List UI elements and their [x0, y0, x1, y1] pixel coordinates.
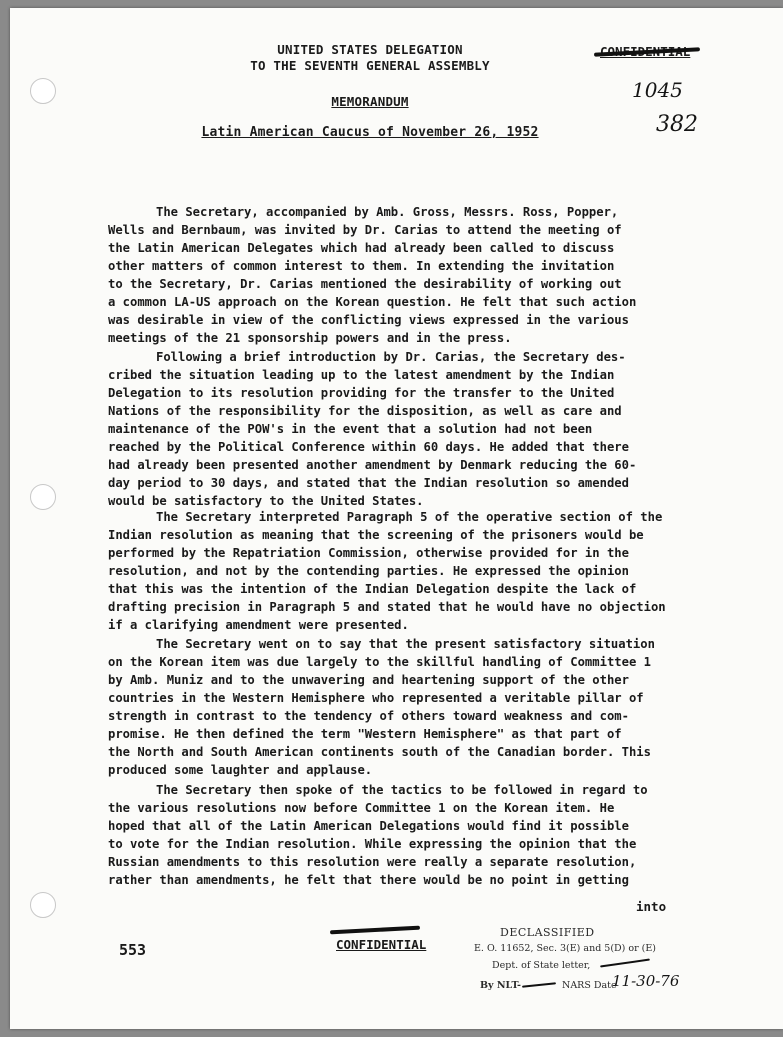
stamp-line3-prefix: By NLT-: [480, 980, 521, 991]
handwritten-number-second: 382: [656, 112, 698, 137]
delegation-header-line1: UNITED STATES DELEGATION: [277, 42, 463, 57]
stamp-line2: Dept. of State letter,: [492, 960, 591, 971]
handwritten-number-top: 1045: [632, 78, 683, 102]
stamp-line1: E. O. 11652, Sec. 3(E) and 5(D) or (E): [474, 943, 657, 954]
stamp-initials-scribble: [522, 982, 556, 988]
memo-label: MEMORANDUM: [331, 94, 409, 109]
stamp-title: DECLASSIFIED: [500, 926, 595, 939]
paragraph-5: The Secretary then spoke of the tactics to be followed in regard to the various resolutions now before Committee 1 on the Korean item. He hoped that all of the Latin American Delegations would find it possible to vote for the Indian resolution. While expressing the opinion that the Russian amendments to this resolution were really a separate resolution, rather than amendments, he felt that there would be no point in getting: [108, 783, 648, 887]
punch-hole: [30, 892, 56, 918]
page-number: 553: [119, 941, 147, 959]
document-page: [10, 8, 783, 1029]
memo-subject: Latin American Caucus of November 26, 1952: [201, 125, 539, 140]
stamp-date: 11-30-76: [612, 972, 680, 990]
delegation-header-line2: TO THE SEVENTH GENERAL ASSEMBLY: [250, 58, 490, 73]
classification-bottom: CONFIDENTIAL: [336, 937, 427, 952]
punch-hole: [30, 484, 56, 510]
paragraph-3: The Secretary interpreted Paragraph 5 of the operative section of the Indian resolution as meaning that the screening of the prisoners would be performed by the Repatriation Commission, otherwise provided for in the resolution, and not by the contending parties. He expressed the opinion that this was the intention of the Indian Delegation despite the lack of drafting precision in Paragraph 5 and stated that he would have no objection if a clarifying amendment were presented.: [108, 510, 666, 632]
redaction-strike-bottom: [330, 926, 420, 935]
punch-hole: [30, 78, 56, 104]
paragraph-1: The Secretary, accompanied by Amb. Gross, Messrs. Ross, Popper, Wells and Bernbaum, was invited by Dr. Carias to attend the meeting of the Latin American Delegates which had already been called to discuss other matters of common interest to them. In extending the invitation to the Secretary, Dr. Carias mentioned the desirability of working out a common LA-US approach on the Korean question. He felt that such action was desirable in view of the conflicting views expressed in the various meetings of the 21 sponsorship powers and in the press.: [108, 205, 637, 345]
stamp-signature-scribble: [600, 959, 650, 968]
paragraph-4: The Secretary went on to say that the present satisfactory situation on the Korean item was due largely to the skillful handling of Committee 1 by Amb. Muniz and to the unwavering and heartening support of the other countries in the Western Hemisphere who represented a veritable pillar of strength in contrast to the tendency of others toward weakness and com- promise. He then defined the term "Western Hemisphere" as that part of the North and South American continents south of the Canadian border. This produced some laughter and applause.: [108, 637, 655, 777]
continuation-word: into: [636, 899, 667, 914]
paragraph-2: Following a brief introduction by Dr. Carias, the Secretary des- cribed the situation leading up to the latest amendment by the Indian Delegation to its resolution providing for the transfer to the United Nations of the responsibility for the disposition, as well as care and maintenance of the POW's in the event that a solution had not been reached by the Political Conference within 60 days. He added that there had already been presented another amendment by Denmark reducing the 60- day period to 30 days, and stated that the Indian resolution so amended would be satisfactory to the United States.: [108, 350, 637, 508]
stamp-line3-nars: NARS Date: [562, 980, 617, 991]
